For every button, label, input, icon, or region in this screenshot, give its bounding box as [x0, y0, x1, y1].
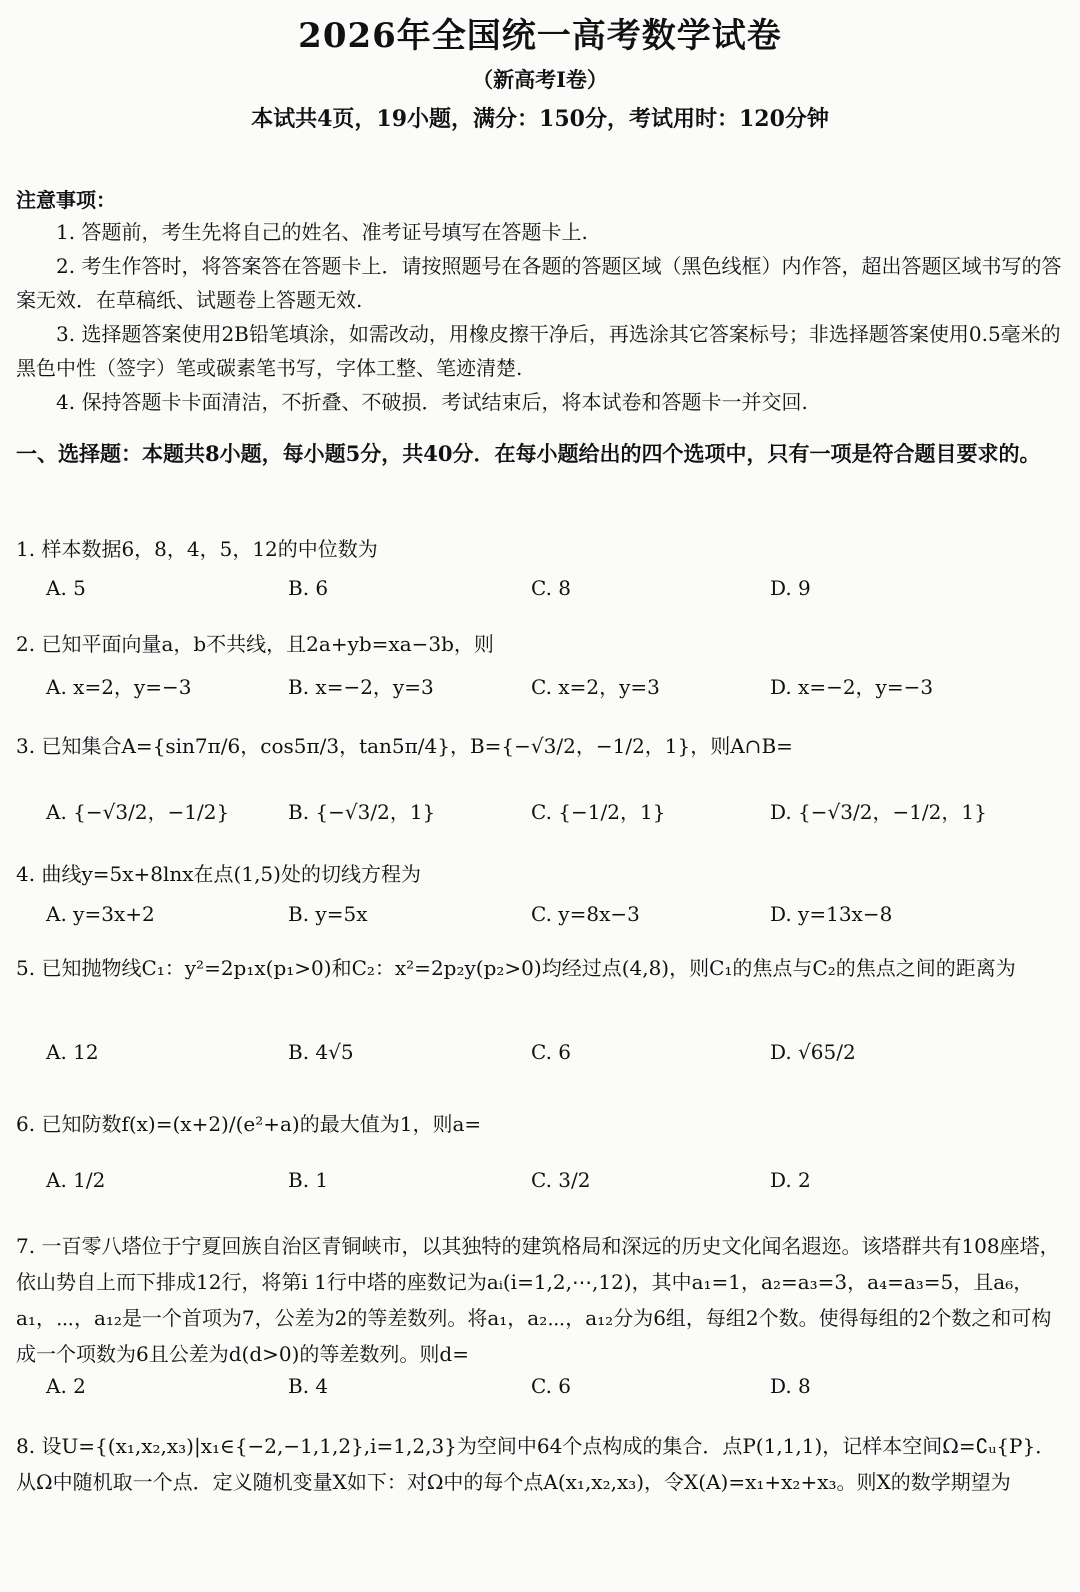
question-7-stem: 7. 一百零八塔位于宁夏回族自治区青铜峡市，以其独特的建筑格局和深远的历史文化闻名遐迩。该塔群共有108座塔，依山势自上而下排成12行，将第i 1行中塔的座数记为aᵢ(i=1,2,⋯,12)，其中a₁=1，a₂=a₃=3，a₄=a₃=5，且a₆，a₁，⋯，a₁₂是一个首项为7，公差为2的等差数列。将a₁，a₂⋯，a₁₂分为6组，每组2个数。使得每组的2个数之和可构成一个项数为6且公差为d(d>0)的等差数列。则d=	[16, 1234, 1060, 1366]
option-d: D. √65/2	[770, 1040, 856, 1064]
option-d: D. 2	[770, 1168, 811, 1192]
option-c: C. 8	[531, 576, 572, 600]
question-5-options	[46, 1040, 1046, 1080]
option-b: B. 6	[288, 576, 329, 600]
question-5-stem: 5. 已知抛物线C₁：y²=2p₁x(p₁>0)和C₂：x²=2p₂y(p₂>0)均经过点(4,8)，则C₁的焦点与C₂的焦点之间的距离为	[16, 956, 1016, 980]
option-a: A. 5	[46, 576, 86, 600]
question-2-options	[46, 671, 1046, 711]
option-b: B. x=−2，y=3	[288, 675, 434, 699]
option-c: C. 6	[531, 1040, 572, 1064]
notice-item-2: 2. 考生作答时，将答案答在答题卡上．请按照题号在各题的答题区域（黑色线框）内作答，超出答题区域书写的答案无效．在草稿纸、试题卷上答题无效.	[16, 254, 1062, 312]
section-heading: 一、选择题：本题共8小题，每小题5分，共40分．在每小题给出的四个选项中，只有一项是符合题目要求的。	[16, 441, 1041, 466]
option-a: A. x=2，y=−3	[46, 675, 192, 699]
option-d: D. y=13x−8	[770, 902, 893, 926]
question-7-options	[46, 1374, 1046, 1414]
option-a: A. 1/2	[46, 1168, 106, 1192]
notice-title: 注意事项：	[16, 188, 116, 212]
question-8-stem: 8. 设U={(x₁,x₂,x₃)|x₁∈{−2,−1,1,2},i=1,2,3}为空间中64个点构成的集合．点P(1,1,1)，记样本空间Ω=∁ᵤ{P}．从Ω中随机取一个点．定义随机变量X如下：对Ω中的每个点A(x₁,x₂,x₃)，令X(A)=x₁+x₂+x₃。则X的数学期望为	[16, 1434, 1056, 1494]
question-6-stem: 6. 已知防数f(x)=(x+2)/(e²+a)的最大值为1，则a=	[16, 1112, 482, 1136]
question-4-options	[46, 902, 1046, 942]
question-1-stem: 1. 样本数据6，8，4，5，12的中位数为	[16, 537, 378, 561]
question-3-options	[46, 796, 1046, 836]
question-2-stem: 2. 已知平面向量a，b不共线，且2a+yb=xa−3b，则	[16, 632, 494, 656]
question-6-options	[46, 1168, 1046, 1208]
option-a: A. 12	[46, 1040, 99, 1064]
option-c: C. 6	[531, 1374, 572, 1398]
exam-title: 2026年全国统一高考数学试卷	[298, 16, 782, 56]
option-b: B. 1	[288, 1168, 329, 1192]
option-d: D. 9	[770, 576, 811, 600]
notice-item-1: 1. 答题前，考生先将自己的姓名、准考证号填写在答题卡上.	[56, 220, 588, 244]
question-1-options	[46, 576, 1046, 616]
option-a: A. y=3x+2	[46, 902, 155, 926]
notice-item-4: 4. 保持答题卡卡面清洁，不折叠、不破损．考试结束后，将本试卷和答题卡一并交回.	[56, 390, 808, 414]
option-c: C. y=8x−3	[531, 902, 640, 926]
option-d: D. 8	[770, 1374, 811, 1398]
option-b: B. {−√3/2，1}	[288, 800, 436, 824]
option-b: B. y=5x	[288, 902, 368, 926]
option-d: D. {−√3/2，−1/2，1}	[770, 800, 987, 824]
notice-item-3: 3. 选择题答案使用2B铅笔填涂，如需改动，用橡皮擦干净后，再选涂其它答案标号；非选择题答案使用0.5毫米的黑色中性（签字）笔或碳素笔书写，字体工整、笔迹清楚.	[16, 322, 1061, 380]
option-b: B. 4√5	[288, 1040, 354, 1064]
option-a: A. {−√3/2，−1/2}	[46, 800, 230, 824]
option-c: C. x=2，y=3	[531, 675, 660, 699]
option-a: A. 2	[46, 1374, 86, 1398]
question-3-stem: 3. 已知集合A={sin7π/6，cos5π/3，tan5π/4}，B={−√3/2，−1/2，1}，则A∩B=	[16, 734, 793, 758]
option-c: C. 3/2	[531, 1168, 591, 1192]
option-b: B. 4	[288, 1374, 329, 1398]
option-c: C. {−1/2，1}	[531, 800, 666, 824]
option-d: D. x=−2，y=−3	[770, 675, 934, 699]
exam-subtitle: （新高考Ⅰ卷）	[472, 67, 608, 92]
question-4-stem: 4. 曲线y=5x+8lnx在点(1,5)处的切线方程为	[16, 862, 421, 886]
exam-info: 本试共4页，19小题，满分：150分，考试用时：120分钟	[251, 106, 829, 132]
